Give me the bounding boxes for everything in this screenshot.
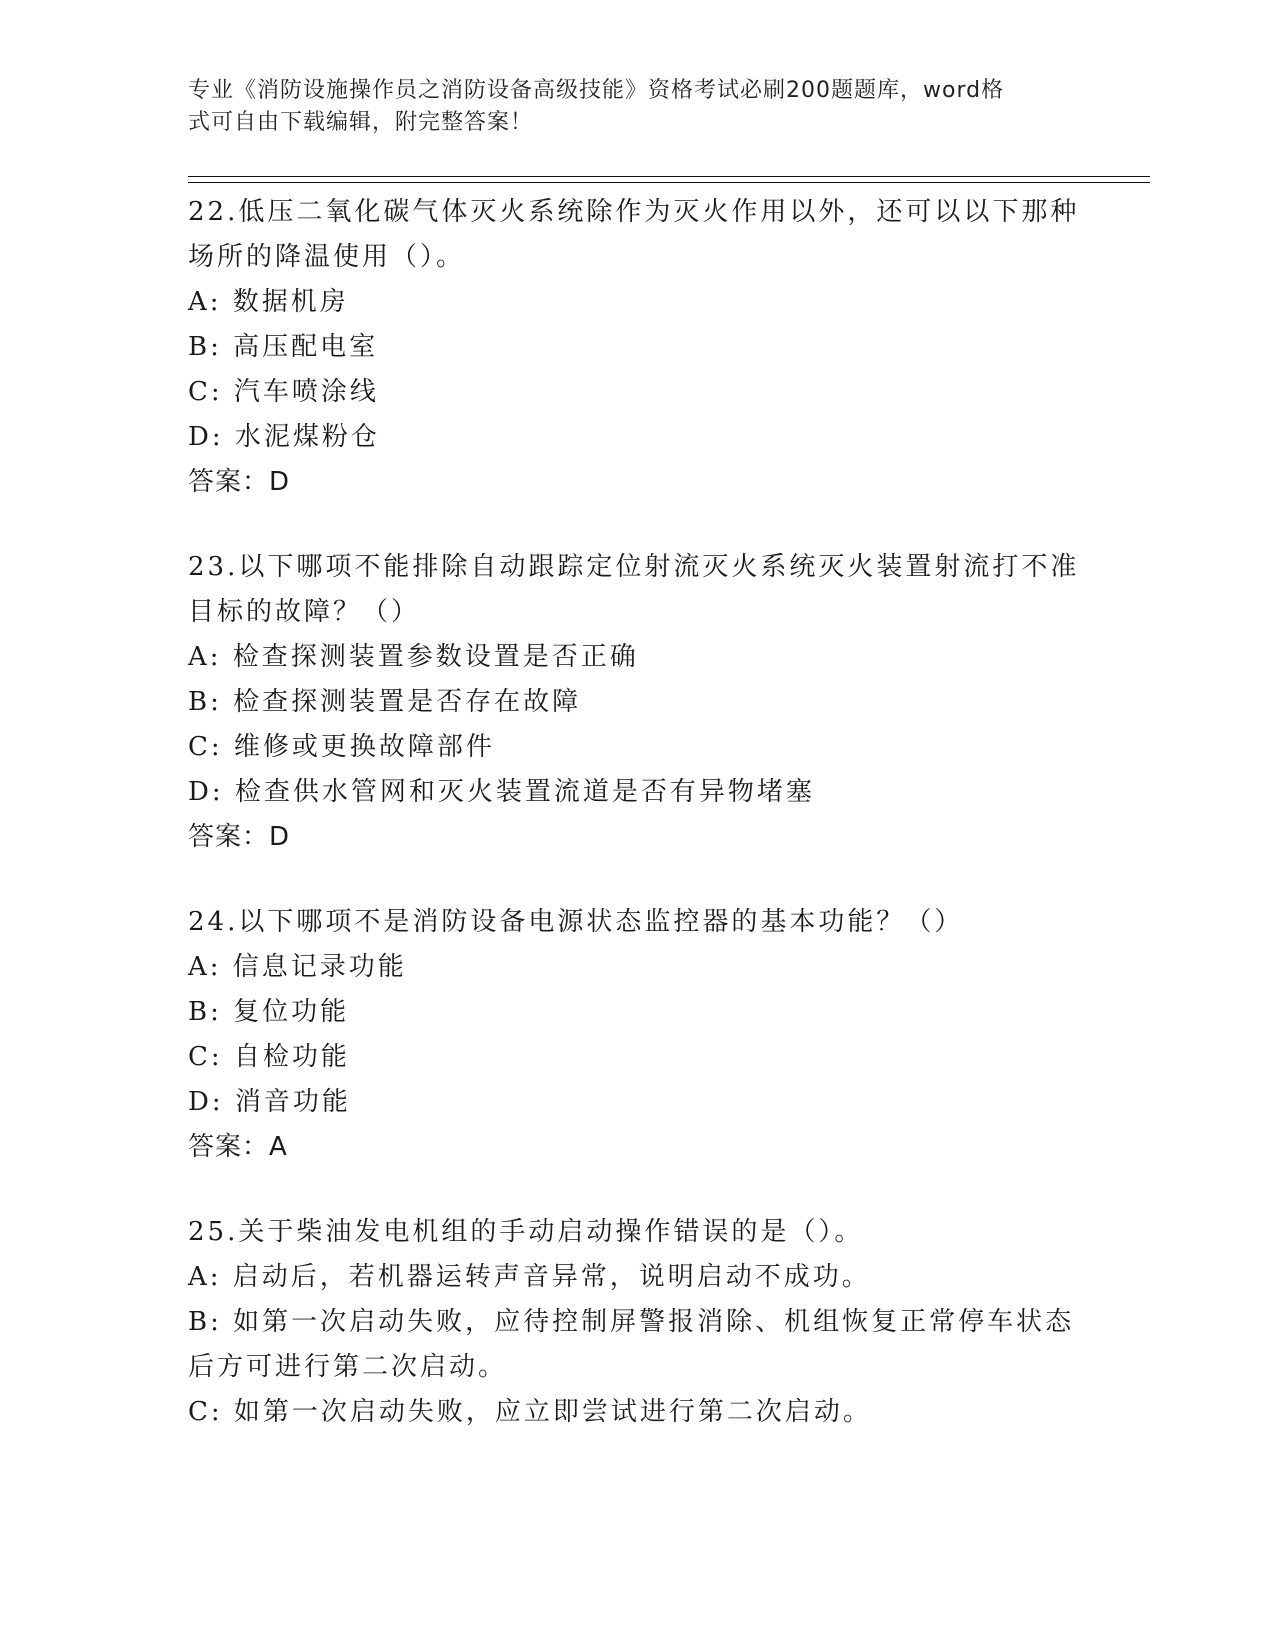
option-d: D: 检查供水管网和灭火装置流道是否有异物堵塞 [188,777,815,807]
question-stem-line: 场所的降温使用（）。 [188,242,466,272]
question-24 [188,900,1088,1170]
question-stem-line: 24.以下哪项不是消防设备电源状态监控器的基本功能？（） [188,907,964,937]
header-line-1: 专业《消防设施操作员之消防设备高级技能》资格考试必刷200题题库，word格 [188,78,1005,103]
answer-line: 答案：D [188,822,291,852]
spacer [188,1170,1088,1210]
option-c: C: 自检功能 [188,1042,350,1072]
spacer [188,505,1088,545]
option-d: D: 水泥煤粉仓 [188,422,380,452]
option-b: B: 如第一次启动失败，应待控制屏警报消除、机组恢复正常停车状态 [188,1307,1075,1337]
question-list [188,190,1088,1435]
option-b: B: 高压配电室 [188,332,379,362]
answer-line: 答案：A [188,1132,288,1162]
option-a: A: 检查探测装置参数设置是否正确 [188,642,639,672]
option-c: C: 如第一次启动失败，应立即尝试进行第二次启动。 [188,1397,872,1427]
option-b: B: 检查探测装置是否存在故障 [188,687,582,717]
answer-line: 答案：D [188,467,291,497]
option-c: C: 汽车喷涂线 [188,377,379,407]
document-header [188,75,1068,139]
question-stem-line: 25.关于柴油发电机组的手动启动操作错误的是（）。 [188,1217,864,1247]
option-b-continued: 后方可进行第二次启动。 [188,1352,508,1382]
question-stem-line: 22.低压二氧化碳气体灭火系统除作为灭火作用以外，还可以以下那种 [188,197,1080,227]
spacer [188,860,1088,900]
header-line-2: 式可自由下载编辑，附完整答案！ [188,110,534,135]
option-b: B: 复位功能 [188,997,350,1027]
option-c: C: 维修或更换故障部件 [188,732,495,762]
header-divider-top [188,176,1150,177]
question-stem-line: 23.以下哪项不能排除自动跟踪定位射流灭火系统灭火装置射流打不准 [188,552,1080,582]
question-25 [188,1210,1088,1435]
question-stem-line: 目标的故障？（） [188,597,421,627]
option-a: A: 数据机房 [188,287,349,317]
question-23 [188,545,1088,860]
question-22 [188,190,1088,505]
header-divider-bottom [188,182,1150,183]
option-a: A: 信息记录功能 [188,952,407,982]
option-d: D: 消音功能 [188,1087,351,1117]
option-a: A: 启动后，若机器运转声音异常，说明启动不成功。 [188,1262,871,1292]
